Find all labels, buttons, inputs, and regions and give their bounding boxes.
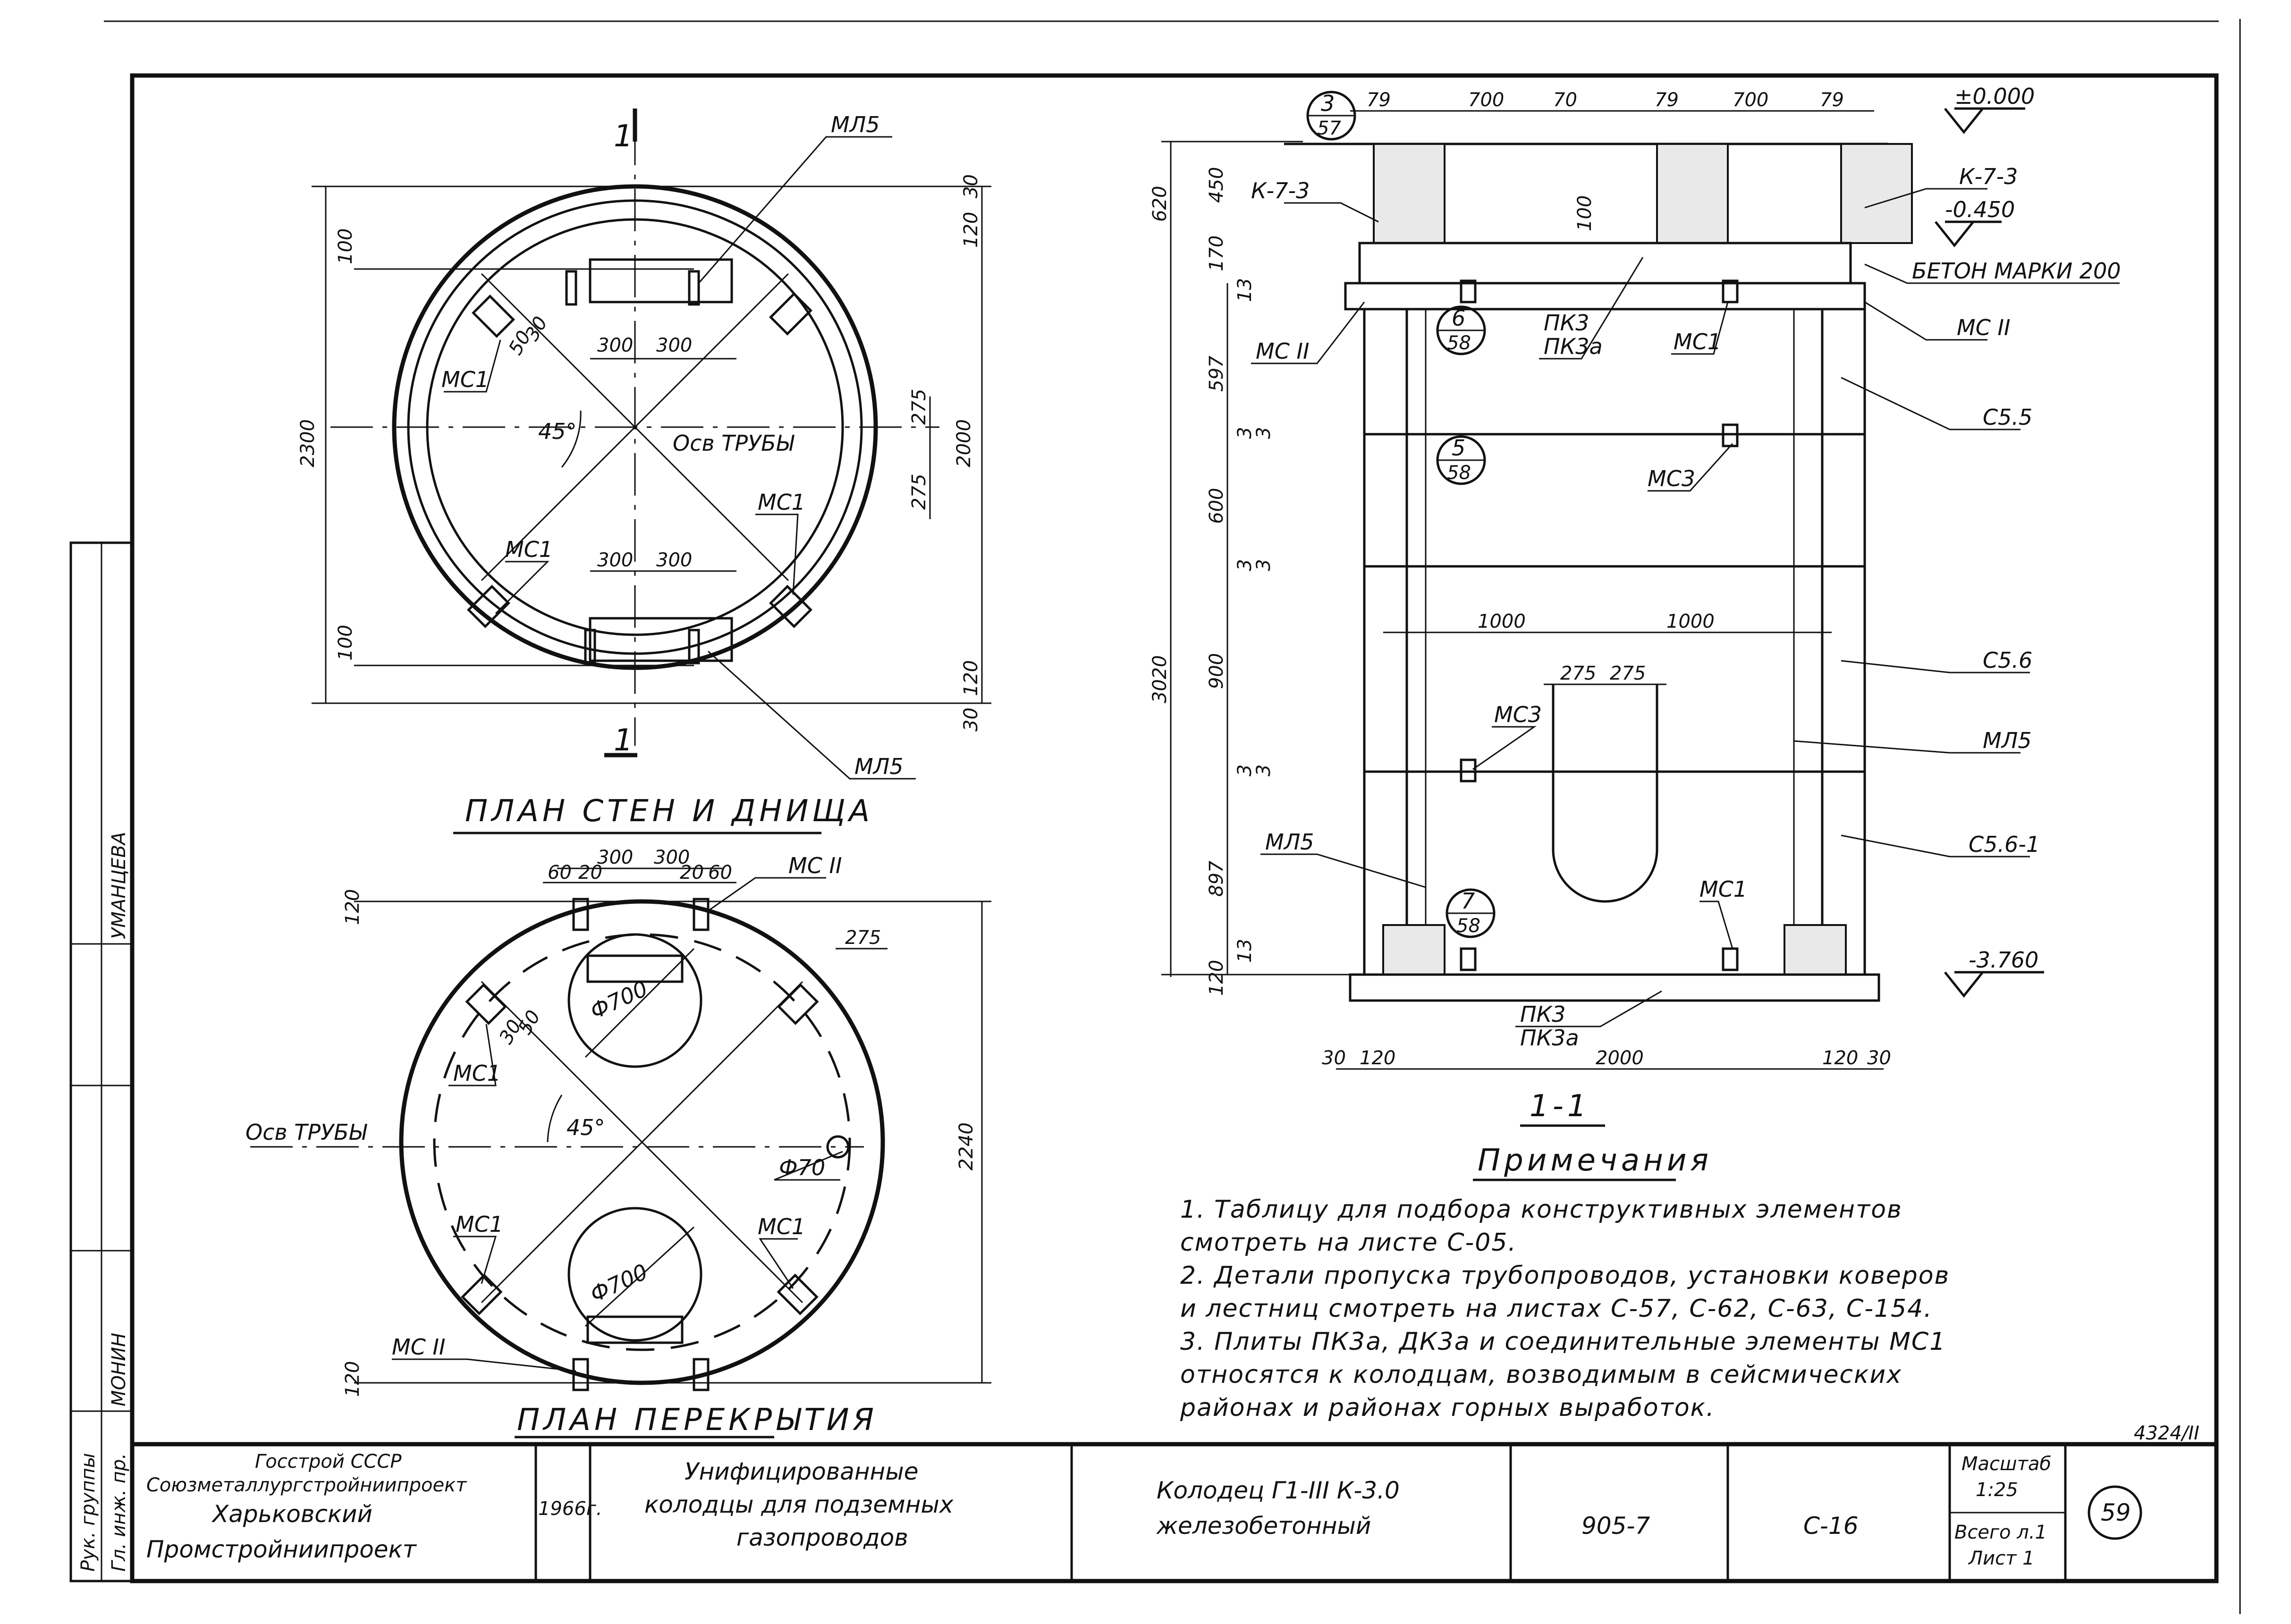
section-label-top: 1 (614, 119, 637, 154)
label-c561: С5.6-1 (1969, 832, 2040, 857)
item-line-1: Колодец Г1-III К-3.0 (1157, 1477, 1400, 1504)
dim-30-b: 30 (960, 707, 982, 732)
leader-ml5-top (699, 137, 892, 283)
label-sec-mc1-bottom: МС1 (1699, 876, 1748, 902)
stamp-year: 1966г. (538, 1498, 602, 1520)
dim-cover-60-a: 60 (548, 862, 572, 884)
dim-3-e: 3 (1234, 764, 1256, 776)
note-line-2: смотреть на листе С-05. (1180, 1229, 1517, 1257)
pipe-opening (1553, 684, 1657, 901)
stamp-page-number: 59 (2101, 1499, 2131, 1526)
dim-30-right: 30 (1867, 1047, 1891, 1069)
org-line-1: Госстрой СССР (255, 1451, 402, 1473)
label-sec-mc3-left: МС3 (1494, 702, 1542, 727)
cover-slab (1345, 283, 1865, 309)
dim-cover-300-a: 300 (597, 847, 634, 868)
dim-cover-50: 50 (514, 1006, 545, 1038)
dim-170: 170 (1206, 235, 1227, 271)
label-mc11-left: МС II (1256, 338, 1310, 364)
dim-120-bl: 120 (1360, 1047, 1396, 1069)
dim-300-d: 300 (656, 549, 693, 571)
callout-text-57: 57 (1317, 118, 1341, 139)
dim-120-left: 120 (1206, 959, 1227, 996)
label-pk3a: ПК3а (1544, 334, 1603, 359)
dim-450: 450 (1206, 167, 1227, 203)
label-mc1-a: МС1 (441, 367, 490, 392)
label-hole-70: Ф70 (779, 1155, 826, 1180)
dim-120-br: 120 (1822, 1047, 1859, 1069)
dim-100-neck: 100 (1574, 195, 1596, 231)
dim-700-a: 700 (1468, 89, 1505, 111)
label-mc1-b: МС1 (758, 489, 806, 515)
leader-mc1-bottom (1699, 901, 1733, 949)
dim-597: 597 (1206, 355, 1227, 392)
label-cover-mc11-top: МС II (788, 853, 842, 878)
leader-cover-mc1-c (760, 1239, 798, 1288)
dim-1000-a: 1000 (1478, 611, 1526, 632)
ladder-cover-bottom (588, 1317, 682, 1343)
neck-ring-left (1374, 144, 1445, 243)
dim-cover-120-a: 120 (342, 889, 364, 925)
callout-text-6: 6 (1452, 305, 1466, 331)
label-angle-45: 45° (538, 419, 577, 444)
dim-2300: 2300 (297, 419, 319, 467)
level-450: -0.450 (1945, 197, 2015, 222)
dim-30-left: 30 (1322, 1047, 1346, 1069)
dim-120-b: 120 (960, 660, 982, 696)
notes-title: Примечания (1478, 1143, 1712, 1178)
label-beton: БЕТОН МАРКИ 200 (1912, 258, 2121, 284)
connector-mc1-ne (771, 294, 811, 334)
callout-text-58-b: 58 (1447, 462, 1471, 484)
title-plan-walls: ПЛАН СТЕН И ДНИЩА (465, 794, 874, 829)
wall-right (1822, 309, 1865, 975)
note-line-5: 3. Плиты ПК3а, ДК3а и соединительные элементы МС1 (1180, 1328, 1946, 1356)
side-label-monin: МОНИН (108, 1332, 130, 1406)
dim-30-a: 30 (960, 174, 982, 198)
label-pk3: ПК3 (1544, 310, 1589, 336)
neck-ring-right (1841, 144, 1912, 243)
dim-700-b: 700 (1733, 89, 1769, 111)
dim-275-b: 275 (908, 473, 930, 510)
concrete-fill-right (1784, 925, 1846, 975)
dim-2000-sec: 2000 (1596, 1047, 1644, 1069)
concrete-fill-left (1383, 925, 1445, 975)
ladder-top-step-left (566, 271, 576, 304)
label-cover-mc11-bottom: МС II (392, 1334, 446, 1360)
dim-3-f: 3 (1253, 764, 1275, 776)
label-cover-mc1-b: МС1 (456, 1212, 504, 1237)
connector-mc11-top-right (694, 899, 708, 930)
dim-79-c: 79 (1820, 89, 1844, 111)
dim-30-c: 30 (521, 312, 552, 345)
dim-cover-2240-text: 2240 (955, 1122, 977, 1170)
dim-3-a: 3 (1234, 427, 1256, 439)
label-cover-axis: Осв ТРУБЫ (245, 1119, 367, 1145)
callout-text-7: 7 (1461, 888, 1475, 914)
dim-cover-30: 30 (495, 1016, 526, 1048)
note-line-3: 2. Детали пропуска трубопроводов, установки коверов (1180, 1262, 1950, 1290)
side-label-umantseva: УМАНЦЕВА (108, 832, 130, 939)
dim-620: 620 (1149, 185, 1171, 222)
callout-text-58-c: 58 (1456, 915, 1480, 937)
dim-900: 900 (1206, 653, 1227, 689)
dim-cover-120-b: 120 (342, 1361, 364, 1397)
label-sec-mc3-right: МС3 (1648, 466, 1696, 491)
leader-ml5-left (1260, 854, 1426, 887)
side-label-head: Рук. группы (77, 1453, 99, 1572)
connector-mc11-top-left (574, 899, 588, 930)
plan-walls-and-bottom (297, 109, 991, 833)
label-pk3a-bottom: ПК3а (1520, 1025, 1579, 1051)
org-line-3: Харьковский (212, 1500, 373, 1528)
neck-ring-mid (1657, 144, 1728, 243)
project-line-2: колодцы для подземных (644, 1491, 954, 1518)
level-marker-3760 (1945, 972, 1983, 996)
label-hole-700-top: Ф700 (586, 976, 652, 1024)
notes (1180, 1143, 1950, 1422)
ladder-cover-top (588, 956, 682, 982)
dim-3-b: 3 (1253, 427, 1275, 439)
note-line-7: районах и районах горных выработок. (1180, 1394, 1715, 1422)
title-block (71, 543, 2216, 1581)
dim-300-a: 300 (597, 335, 634, 356)
ladder-top-step-right (689, 271, 699, 304)
label-ml5-top: МЛ5 (831, 112, 880, 137)
item-line-2: железобетонный (1157, 1512, 1371, 1540)
dim-120-a: 120 (960, 211, 982, 248)
label-mc11-right: МС II (1957, 315, 2011, 340)
project-line-3: газопроводов (736, 1524, 908, 1551)
label-c56: С5.6 (1983, 648, 2033, 673)
title-plan-cover: ПЛАН ПЕРЕКРЫТИЯ (517, 1403, 878, 1438)
label-c55: С5.5 (1983, 404, 2033, 430)
dim-300-b: 300 (656, 335, 693, 356)
label-k73-left: К-7-3 (1251, 178, 1310, 203)
stamp-scale: 1:25 (1976, 1479, 2018, 1501)
level-marker-450 (1936, 222, 1973, 245)
level-0: ±0.000 (1954, 84, 2035, 109)
label-ml5-right: МЛ5 (1983, 728, 2032, 753)
label-sec-mc1-top: МС1 (1674, 329, 1722, 354)
level-marker-0 (1945, 109, 1983, 132)
dim-cover-275: 275 (845, 927, 881, 949)
dim-100-a: 100 (335, 228, 356, 264)
project-line-1: Унифицированные (685, 1458, 919, 1485)
stamp-sheets-total: Всего л.1 (1954, 1522, 2047, 1543)
label-cover-angle: 45° (566, 1115, 605, 1140)
plan-cover (245, 847, 991, 1438)
label-cover-mc1-a: МС1 (453, 1060, 501, 1086)
dim-3-c: 3 (1234, 559, 1256, 571)
dim-897: 897 (1206, 860, 1227, 897)
stamp-sheet-no: Лист 1 (1969, 1548, 2035, 1569)
dim-300-c: 300 (597, 549, 634, 571)
stamp-archive-number: 4324/II (2134, 1422, 2199, 1444)
dim-cover-20-a: 20 (578, 862, 602, 884)
dim-275-b-sec: 275 (1610, 663, 1646, 684)
note-line-1: 1. Таблицу для подбора конструктивных элементов (1180, 1195, 1902, 1224)
label-mc1-c: МС1 (505, 537, 553, 562)
dim-3020: 3020 (1149, 655, 1171, 703)
sec-mc1-bottom-left (1461, 949, 1475, 970)
connector-mc1-nw (473, 296, 514, 337)
note-line-6: относятся к колодцам, возводимым в сейсмических (1180, 1361, 1902, 1389)
cover-angle-arc (548, 1095, 562, 1142)
dim-13-a: 13 (1234, 278, 1256, 302)
section-1-1 (1149, 84, 2121, 1126)
dim-275-a: 275 (908, 388, 930, 425)
stamp-scale-label: Масштаб (1961, 1453, 2052, 1475)
note-line-4: и лестниц смотреть на листах С-57, С-62, С-63, С-154. (1180, 1295, 1933, 1323)
callout-text-5: 5 (1452, 435, 1466, 461)
sec-mc1-bottom-right (1723, 949, 1737, 970)
dim-70: 70 (1553, 89, 1577, 111)
label-cover-mc1-c: МС1 (758, 1214, 806, 1239)
label-ml5-left: МЛ5 (1265, 829, 1314, 855)
callout-text-3: 3 (1321, 91, 1335, 116)
section-label-bottom: 1 (614, 723, 637, 758)
label-pk3-bottom: ПК3 (1520, 1001, 1566, 1027)
dim-13-b: 13 (1234, 939, 1256, 963)
dim-cover-60-b: 60 (708, 862, 732, 884)
dim-cover-20-b: 20 (680, 862, 704, 884)
dim-50: 50 (504, 327, 536, 359)
label-k73-right: К-7-3 (1959, 164, 2018, 189)
dim-100-b: 100 (335, 624, 356, 661)
label-ml5-bottom: МЛ5 (854, 754, 904, 779)
callout-text-58-a: 58 (1447, 332, 1471, 354)
dim-79-a: 79 (1367, 89, 1391, 111)
dim-2000: 2000 (953, 419, 975, 467)
leader-mc3-left (1473, 727, 1534, 769)
label-hole-700-bottom: Ф700 (586, 1259, 652, 1307)
side-label-chief: Гл. инж. пр. (108, 1453, 130, 1572)
org-line-4: Промстройниипроект (146, 1536, 416, 1563)
dim-1000-b: 1000 (1666, 611, 1715, 632)
dim-600: 600 (1206, 488, 1227, 524)
dim-cover-300-b: 300 (654, 847, 690, 868)
org-line-2: Союзметаллургстройниипроект (146, 1474, 467, 1496)
label-pipe-axis: Осв ТРУБЫ (673, 430, 794, 456)
title-section: 1-1 (1530, 1089, 1590, 1124)
dim-275-a-sec: 275 (1560, 663, 1597, 684)
neck-slab (1360, 243, 1851, 283)
ladder-top (590, 260, 732, 302)
bottom-slab (1350, 975, 1879, 1001)
dim-3-d: 3 (1253, 559, 1275, 571)
dim-79-b: 79 (1655, 89, 1679, 111)
stamp-sheet-code: С-16 (1803, 1512, 1859, 1540)
level-3760: -3.760 (1969, 947, 2039, 973)
leader-k73-left (1284, 203, 1378, 222)
stamp-series: 905-7 (1581, 1512, 1650, 1540)
